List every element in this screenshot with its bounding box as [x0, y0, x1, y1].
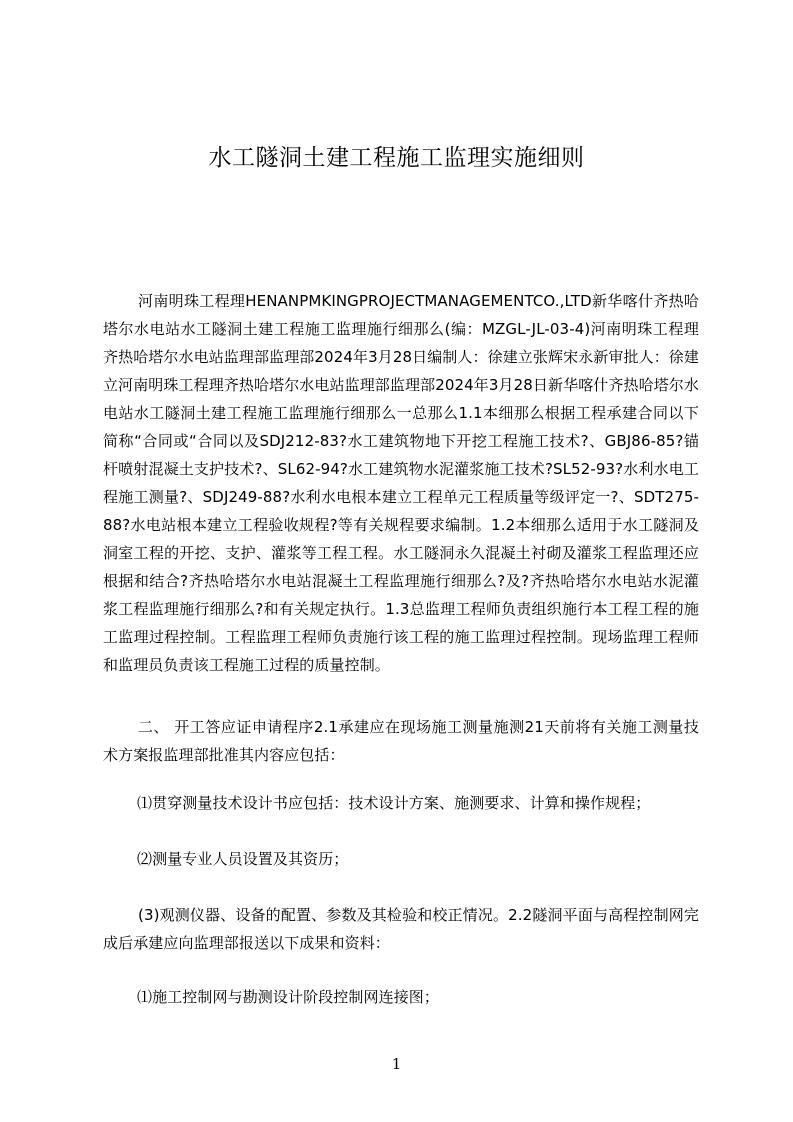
paragraph-general-rules: 河南明珠工程理HENANPMKINGPROJECTMANAGEMENTCO.,LTD新华喀什齐热哈塔尔水电站水工隧洞土建工程施工监理施行细那么(编：MZGL-JL-03-4)河南明珠工程理齐热哈塔尔水电站监理部监理部2024年3月28日编制人：徐建立张辉宋永新审批人：徐建立河南明珠工程理齐热哈塔尔水电站监理部监理部2024年3月28日新华喀什齐热哈塔尔水电站水工隧洞土建工程施工监理施行细那么一总那么1.1本细那么根据工程承建合同以下简称“合同或“合同以及SDJ212-83?水工建筑物地下开挖工程施工技术?、GBJ86-85?锚杆喷射混凝土支护技术?、SL62-94?水工建筑物水泥灌浆施工技术?SL52-93?水利水电工程施工测量?、SDJ249-88?水利水电根本建立工程单元工程质量等级评定一?、SDT275-88?水电站根本建立工程验收规程?等有关规程要求编制。1.2本细那么适用于水工隧洞及洞室工程的开挖、支护、灌浆等工程工程。水工隧洞永久混凝土衬砌及灌浆工程监理还应根据和结合?齐热哈塔尔水电站混凝土工程监理施行细那么?及?齐热哈塔尔水电站水泥灌浆工程监理施行细那么?和有关规定执行。1.3总监理工程师负责组织施行本工程工程的施工监理过程控制。工程监理工程师负责施行该工程的施工监理过程控制。现场监理工程师和监理员负责该工程施工过程的质量控制。 — [103, 292, 700, 674]
paragraph-start-permit: 二、 开工答应证申请程序2.1承建应在现场施工测量施测21天前将有关施工测量技术方案报监理部批准其内容应包括： — [103, 718, 699, 764]
document-title: 水工隧洞土建工程施工监理实施细则 — [208, 145, 585, 171]
page-number: 1 — [391, 1055, 402, 1073]
paragraph-item-2: ⑵测量专业人员设置及其资历； — [137, 850, 349, 868]
paragraph-item-1: ⑴贯穿测量技术设计书应包括：技术设计方案、施测要求、计算和操作规程； — [137, 794, 651, 812]
paragraph-item-3: (3)观测仪器、设备的配置、参数及其检验和校正情况。2.2隧洞平面与高程控制网完成后承建应向监理部报送以下成果和资料： — [103, 906, 699, 952]
paragraph-item-4: ⑴施工控制网与勘测设计阶段控制网连接图； — [137, 988, 440, 1006]
